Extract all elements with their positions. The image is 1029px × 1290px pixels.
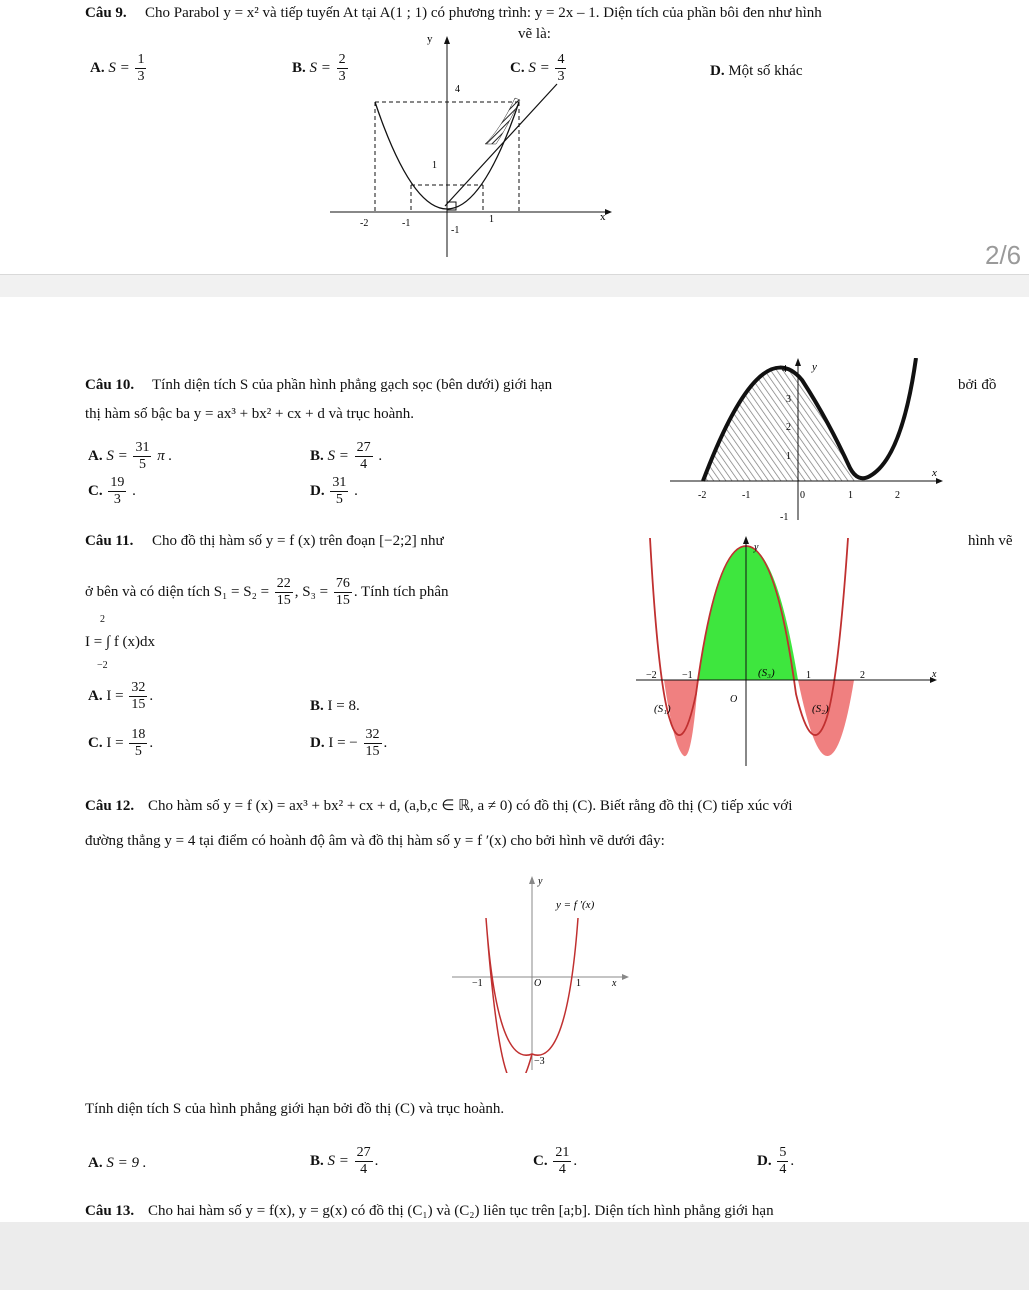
q10-tick-xm1: -1 xyxy=(742,490,751,501)
q10-answer-d[interactable] xyxy=(310,475,358,508)
q11-d-tail: . xyxy=(383,734,388,751)
q11-c-lhs: I = xyxy=(106,734,124,751)
q9-c-lhs: S = xyxy=(528,59,550,76)
q10-d-fraction: $\frac{31}{5}$ xyxy=(332,475,347,507)
viewer-bottom-bar xyxy=(0,1222,1029,1290)
q11-d-label: D. xyxy=(310,734,325,751)
q12-b-tail: . xyxy=(374,1152,379,1169)
q12-c-fraction: $\frac{21}{4}$ xyxy=(555,1145,570,1177)
q11-b-text: I = 8. xyxy=(327,698,360,714)
q9-b-lhs: S = xyxy=(309,59,331,76)
q13-number-wrap xyxy=(85,1202,134,1220)
q10-text-2: thị hàm số bậc ba y = ax³ + bx² + cx + d và trục hoành. xyxy=(85,406,415,422)
q10-tick-x0: 0 xyxy=(800,490,805,501)
q10-tick-ym1: -1 xyxy=(780,512,789,523)
q10-x-arrow xyxy=(936,478,943,484)
q9-a-fraction: $\frac{1}{3}$ xyxy=(137,52,145,84)
q10-answer-c[interactable] xyxy=(88,475,136,508)
q12-text-3: Tính diện tích S của hình phẳng giới hạn bởi đồ thị (C) và trục hoành. xyxy=(85,1101,505,1117)
q12-graph xyxy=(452,868,632,1073)
q11-c-label: C. xyxy=(88,734,103,751)
q12-c-label: C. xyxy=(533,1152,548,1169)
q11-text-2 xyxy=(85,576,449,609)
q12-d-label: D. xyxy=(757,1152,772,1169)
q9-d-text: Một số khác xyxy=(728,63,803,79)
q9-d-label: D. xyxy=(710,63,725,79)
page-separator xyxy=(0,275,1029,297)
q11-tick-1: 1 xyxy=(806,670,811,681)
q10-b-label: B. xyxy=(310,447,324,464)
q11-a-fraction: $\frac{32}{15}$ xyxy=(131,680,146,712)
q10-tick-x2: 2 xyxy=(895,490,900,501)
q10-tick-4: 4 xyxy=(782,364,787,375)
q10-d-tail: . xyxy=(354,482,358,499)
q9-header xyxy=(85,4,127,22)
q10-answer-b[interactable] xyxy=(310,440,382,473)
q11-c-fraction: $\frac{18}{5}$ xyxy=(131,727,146,759)
q9-c-label: C. xyxy=(510,59,525,76)
q11-text-2b: , S₃ = xyxy=(294,583,329,600)
q11-s2-label: (S₂) xyxy=(812,703,829,715)
q11-a-tail: . xyxy=(149,687,154,704)
q9-tick-1: 1 xyxy=(432,160,437,171)
q11-int-lower: −2 xyxy=(97,660,108,671)
q12-number-wrap xyxy=(85,797,134,815)
q9-b-fraction: $\frac{2}{3}$ xyxy=(338,52,346,84)
q11-a-lhs: I = xyxy=(106,687,124,704)
q11-c-tail: . xyxy=(149,734,154,751)
q9-y-arrow xyxy=(444,36,450,44)
q9-tick-p1: 1 xyxy=(489,214,494,225)
q9-c-fraction: $\frac{4}{3}$ xyxy=(557,52,565,84)
q10-number-wrap xyxy=(85,376,134,394)
q12-x-label: x xyxy=(612,978,617,989)
q11-answer-b[interactable] xyxy=(310,698,360,715)
q9-shaded-region xyxy=(485,98,520,144)
q9-y-label: y xyxy=(427,33,433,45)
q9-tick-m1: -1 xyxy=(402,218,411,229)
q12-b-fraction: $\frac{27}{4}$ xyxy=(356,1145,371,1177)
q12-tick-1: 1 xyxy=(576,978,581,989)
q11-answer-c[interactable] xyxy=(88,727,153,760)
q9-b-label: B. xyxy=(292,59,306,76)
q13-number: Câu 13. xyxy=(85,1203,135,1219)
q11-text-right: hình vẽ xyxy=(968,533,1013,549)
q11-s1-label: (S₁) xyxy=(654,703,671,715)
q9-a-label: A. xyxy=(90,59,105,76)
q10-a-label: A. xyxy=(88,447,103,464)
q12-x-arrow xyxy=(622,974,629,980)
q12-y-label: y xyxy=(538,876,543,887)
q11-text-2a: ở bên và có diện tích S₁ = S₂ = xyxy=(85,583,270,600)
q10-text-right: bởi đồ xyxy=(958,377,997,393)
q12-tick-m1: −1 xyxy=(472,978,483,989)
q11-s3-region xyxy=(698,546,798,680)
q9-tick-m2: -2 xyxy=(360,218,369,229)
q10-tick-1: 1 xyxy=(786,451,791,462)
q10-tick-xm2: -2 xyxy=(698,490,707,501)
q12-b-lhs: S = xyxy=(327,1152,349,1169)
q11-origin: O xyxy=(730,694,738,705)
q12-answer-b[interactable] xyxy=(310,1145,378,1178)
q11-y-arrow xyxy=(743,536,749,544)
q10-c-tail: . xyxy=(132,482,136,499)
q10-b-fraction: $\frac{27}{4}$ xyxy=(356,440,371,472)
q11-answer-a[interactable] xyxy=(88,680,153,713)
page-number: 2/6 xyxy=(985,240,1022,270)
q10-c-label: C. xyxy=(88,482,103,499)
page-gap xyxy=(0,262,1029,275)
q11-d-fraction: $\frac{32}{15}$ xyxy=(365,727,380,759)
q11-tick-m1: −1 xyxy=(682,670,693,681)
q10-answer-a[interactable] xyxy=(88,440,172,473)
q11-graph xyxy=(636,534,948,770)
q10-c-fraction: $\frac{19}{3}$ xyxy=(110,475,125,507)
q12-number: Câu 12. xyxy=(85,798,135,814)
q11-number: Câu 11. xyxy=(85,533,134,549)
q12-origin: O xyxy=(534,978,542,989)
q12-a-text: S = 9 . xyxy=(106,1155,147,1171)
q10-tick-3: 3 xyxy=(786,394,791,405)
q12-c-tail: . xyxy=(573,1152,578,1169)
q11-int-upper: 2 xyxy=(100,614,105,625)
q12-d-fraction: $\frac{5}{4}$ xyxy=(779,1145,787,1177)
q10-a-fraction: $\frac{31}{5}$ xyxy=(135,440,150,472)
q12-d-tail: . xyxy=(790,1152,795,1169)
q10-graph xyxy=(670,358,955,526)
q10-d-label: D. xyxy=(310,482,325,499)
q11-s12-fraction: $\frac{22}{15}$ xyxy=(276,576,291,608)
q12-answer-c[interactable] xyxy=(533,1145,577,1178)
q10-number: Câu 10. xyxy=(85,377,135,393)
q12-answer-d[interactable] xyxy=(757,1145,794,1178)
q11-y-label: y xyxy=(754,542,759,553)
q11-text-2c: . Tính tích phân xyxy=(353,583,449,600)
q9-answer-d[interactable] xyxy=(710,63,803,80)
q10-b-tail: . xyxy=(378,447,383,464)
q12-b-label: B. xyxy=(310,1152,324,1169)
q9-tick-4: 4 xyxy=(455,84,460,95)
q11-text: Cho đồ thị hàm số y = f (x) trên đoạn [−2;2] như xyxy=(152,533,444,549)
q10-a-lhs: S = xyxy=(106,447,128,464)
q10-x-label: x xyxy=(932,467,937,479)
q13-text: Cho hai hàm số y = f(x), y = g(x) có đồ thị (C₁) và (C₂) liên tục trên [a;b]. Diện tích hình phẳng giới hạn xyxy=(148,1203,774,1219)
q12-tick-m3: −3 xyxy=(534,1056,545,1067)
q10-a-tail: π . xyxy=(157,447,173,464)
q10-tick-2: 2 xyxy=(786,422,791,433)
q11-s3-label: (S₃) xyxy=(758,667,775,679)
q12-answer-a[interactable] xyxy=(88,1155,146,1172)
q10-y-label: y xyxy=(812,361,817,373)
q11-s3-fraction: $\frac{76}{15}$ xyxy=(335,576,350,608)
q10-y-arrow xyxy=(795,358,801,366)
q11-integral: I = ∫ f (x)dx xyxy=(85,634,156,650)
q11-tick-2: 2 xyxy=(860,670,865,681)
q9-answer-a[interactable] xyxy=(90,52,148,85)
q10-tick-x1: 1 xyxy=(848,490,853,501)
q12-text: Cho hàm số y = f (x) = ax³ + bx² + cx + d, (a,b,c ∈ ℝ, a ≠ 0) có đồ thị (C). Biết rằng đồ thị (C) tiếp xúc với xyxy=(148,798,793,814)
q9-tick-ym1: -1 xyxy=(451,225,460,236)
q9-x-label: x xyxy=(600,211,606,223)
q9-text: Cho Parabol y = x² và tiếp tuyến At tại A(1 ; 1) có phương trình: y = 2x – 1. Diện tích của phần bôi đen như hình xyxy=(145,5,822,21)
q10-text: Tính diện tích S của phần hình phẳng gạch sọc (bên dưới) giới hạn xyxy=(152,377,553,393)
q11-x-label: x xyxy=(932,669,937,680)
q9-x-arrow xyxy=(605,209,612,215)
q9-text-2: vẽ là: xyxy=(518,26,551,42)
q12-a-label: A. xyxy=(88,1155,103,1171)
q11-tick-m2: −2 xyxy=(646,670,657,681)
q11-d-lhs: I = − xyxy=(328,734,358,751)
q9-a-lhs: S = xyxy=(108,59,130,76)
q11-number-wrap xyxy=(85,532,133,550)
q11-b-label: B. xyxy=(310,698,324,714)
q12-y-arrow xyxy=(529,876,535,884)
q11-a-label: A. xyxy=(88,687,103,704)
q12-curve-label: y = f ′(x) xyxy=(556,899,595,911)
q12-text-2: đường thẳng y = 4 tại điểm có hoành độ âm và đồ thị hàm số y = f ′(x) cho bởi hình vẽ dưới đây: xyxy=(85,833,665,849)
q11-answer-d[interactable] xyxy=(310,727,387,760)
q9-number: Câu 9. xyxy=(85,5,127,21)
q9-graph xyxy=(330,28,620,260)
q10-b-lhs: S = xyxy=(327,447,349,464)
